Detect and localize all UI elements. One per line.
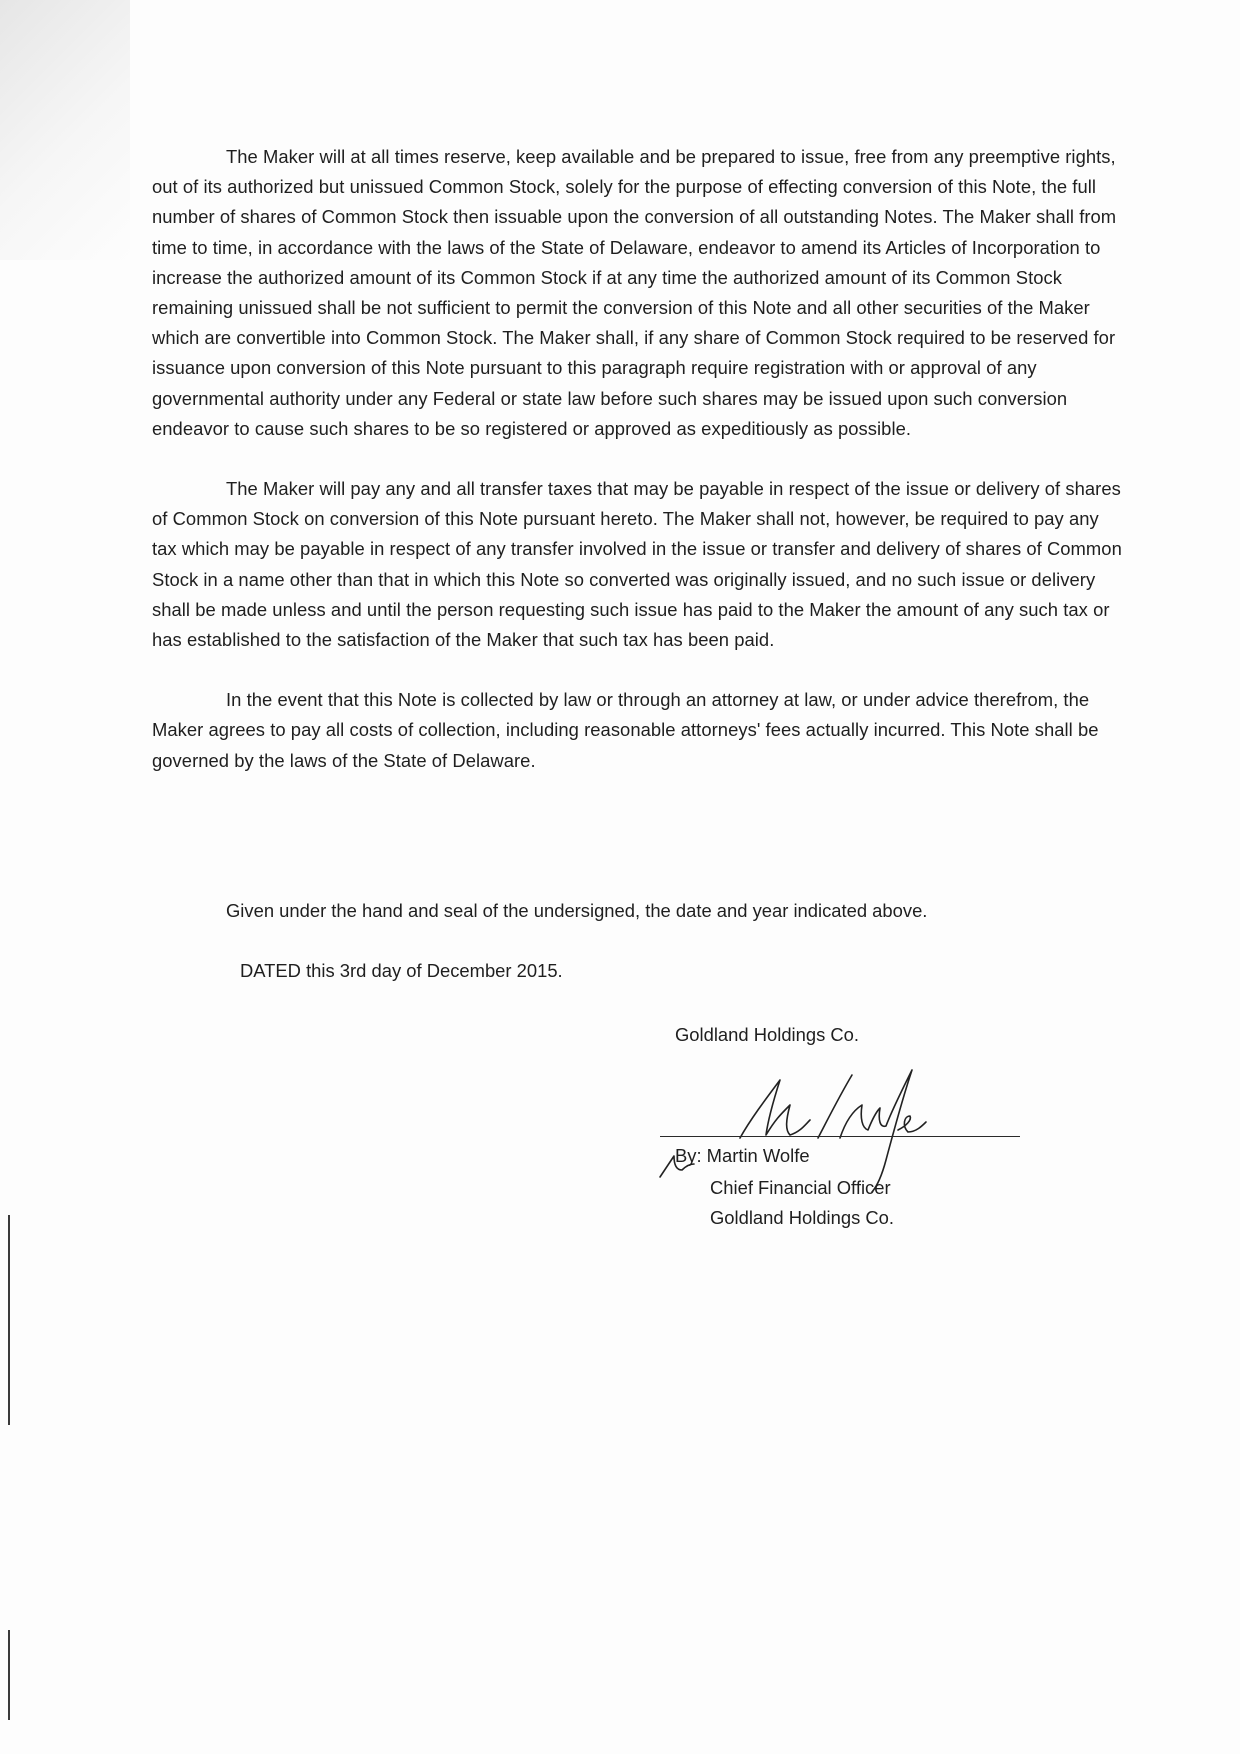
given-under-hand-line: Given under the hand and seal of the undersigned, the date and year indicated above. [226, 900, 928, 921]
scan-edge-line [8, 1630, 10, 1720]
paragraph-transfer-taxes: The Maker will pay any and all transfer taxes that may be payable in respect of the issue or delivery of shares of Common Stock on conversion of this Note pursuant hereto. The Maker shall not, however, be required to pay any tax which may be payable in respect of any transfer involved in the issue or transfer and delivery of shares of Common Stock in a name other than that in which this Note so converted was originally issued, and no such issue or delivery shall be made unless and until the person requesting such issue has paid to the Maker the amount of any such tax or has established to the satisfaction of the Maker that such tax has been paid. [152, 478, 1122, 651]
signatory-title: Chief Financial Officer [710, 1177, 891, 1198]
signatory-name: By: Martin Wolfe [675, 1145, 810, 1166]
signature-line [660, 1136, 1020, 1137]
scan-shadow [0, 0, 130, 260]
paragraph-collection-costs: In the event that this Note is collected by law or through an attorney at law, or under advice therefrom, the Maker agrees to pay all costs of collection, including reasonable attorneys' fees actually incurred. This Note shall be governed by the laws of the State of Delaware. [152, 689, 1099, 771]
body-text [152, 142, 1122, 806]
scan-edge-line [8, 1215, 10, 1425]
signatory-company-repeat: Goldland Holdings Co. [710, 1207, 895, 1228]
signatory-company: Goldland Holdings Co. [675, 1024, 860, 1045]
paragraph-reserve-stock: The Maker will at all times reserve, keep available and be prepared to issue, free from any preemptive rights, out of its authorized but unissued Common Stock, solely for the purpose of effecting conversion of this Note, the full number of shares of Common Stock then issuable upon the conversion of all outstanding Notes. The Maker shall from time to time, in accordance with the laws of the State of Delaware, endeavor to amend its Articles of Incorporation to increase the authorized amount of its Common Stock if at any time the authorized amount of its Common Stock remaining unissued shall be not sufficient to permit the conversion of this Note and all other securities of the Maker which are convertible into Common Stock. The Maker shall, if any share of Common Stock required to be reserved for issuance upon conversion of this Note pursuant to this paragraph require registration with or approval of any governmental authority under any Federal or state law before such shares may be issued upon such conversion endeavor to cause such shares to be so registered or approved as expeditiously as possible. [152, 146, 1117, 439]
dated-line: DATED this 3rd day of December 2015. [240, 960, 563, 981]
